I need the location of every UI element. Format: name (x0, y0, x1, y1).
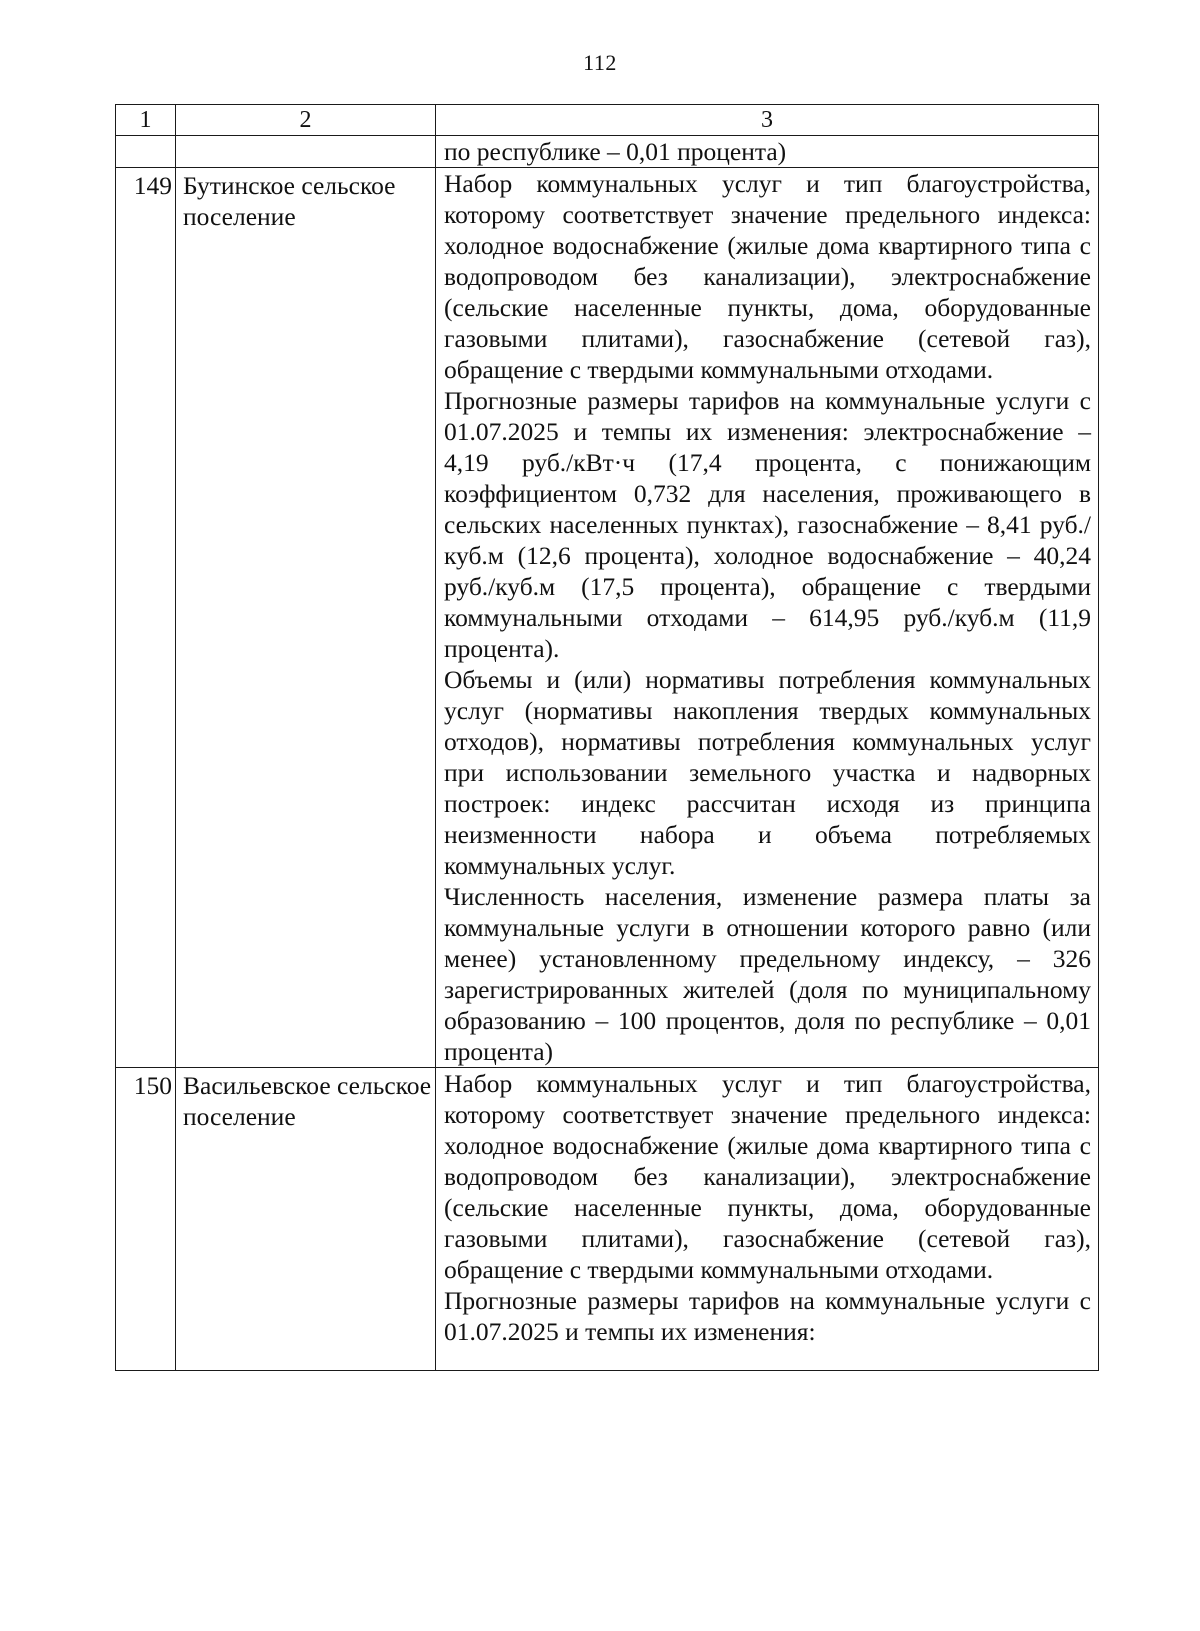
continuation-name-cell (176, 136, 436, 168)
row-number: 150 (116, 1068, 176, 1371)
table-header-row (116, 105, 1099, 136)
paragraph-tariffs: Прогнозные размеры тарифов на коммунальные услуги с 01.07.2025 и темпы их изменения: электроснабжение – 4,19 руб./кВт·ч (17,4 процента, с понижающим коэффициентом 0,732 для населения, проживающего в сельских населенных пунктах), газоснабжение – 8,41 руб./куб.м (12,6 процента), холодное водоснабжение – 40,24 руб./куб.м (17,5 процента), обращение с твердыми коммунальными отходами – 614,95 руб./куб.м (11,9 процента). (444, 386, 1091, 663)
tariff-table (115, 104, 1099, 1371)
paragraph-consumption-norms: Объемы и (или) нормативы потребления коммунальных услуг (нормативы накопления твердых коммунальных отходов), нормативы потребления коммунальных услуг при использовании земельного участка и надворных построек: индекс рассчитан исходя из принципа неизменности набора и объема потребляемых коммунальных услуг. (444, 665, 1091, 880)
table-row-149 (116, 168, 1099, 1068)
paragraph-population: Численность населения, изменение размера платы за коммунальные услуги в отношении которого равно (или менее) установленному предельному индексу, – 326 зарегистрированных жителей (доля по муниципальному образованию – 100 процентов, доля по республике – 0,01 процента) (444, 882, 1091, 1066)
paragraph-utility-set: Набор коммунальных услуг и тип благоустройства, которому соответствует значение предельного индекса: холодное водоснабжение (жилые дома квартирного типа с водопроводом без канализации), электроснабжение (сельские населенные пункты, дома, оборудованные газовыми плитами), газоснабжение (сетевой газ), обращение с твердыми коммунальными отходами. (444, 1069, 1091, 1284)
row-description (436, 1068, 1099, 1371)
row-number: 149 (116, 168, 176, 1068)
continuation-number-cell (116, 136, 176, 168)
header-col-1: 1 (116, 105, 176, 136)
continuation-text: по республике – 0,01 процента) (436, 136, 1099, 168)
settlement-name: Бутинское сельское поселение (176, 168, 436, 1068)
header-col-3: 3 (436, 105, 1099, 136)
paragraph-utility-set: Набор коммунальных услуг и тип благоустройства, которому соответствует значение предельного индекса: холодное водоснабжение (жилые дома квартирного типа с водопроводом без канализации), электроснабжение (сельские населенные пункты, дома, оборудованные газовыми плитами), газоснабжение (сетевой газ), обращение с твердыми коммунальными отходами. (444, 169, 1091, 384)
page-number: 112 (583, 50, 617, 75)
paragraph-tariffs: Прогнозные размеры тарифов на коммунальные услуги с 01.07.2025 и темпы их изменения: (444, 1286, 1091, 1346)
table-row-150 (116, 1068, 1099, 1371)
table-row-continuation (116, 136, 1099, 168)
header-col-2: 2 (176, 105, 436, 136)
settlement-name: Васильевское сельское поселение (176, 1068, 436, 1371)
row-description (436, 168, 1099, 1068)
